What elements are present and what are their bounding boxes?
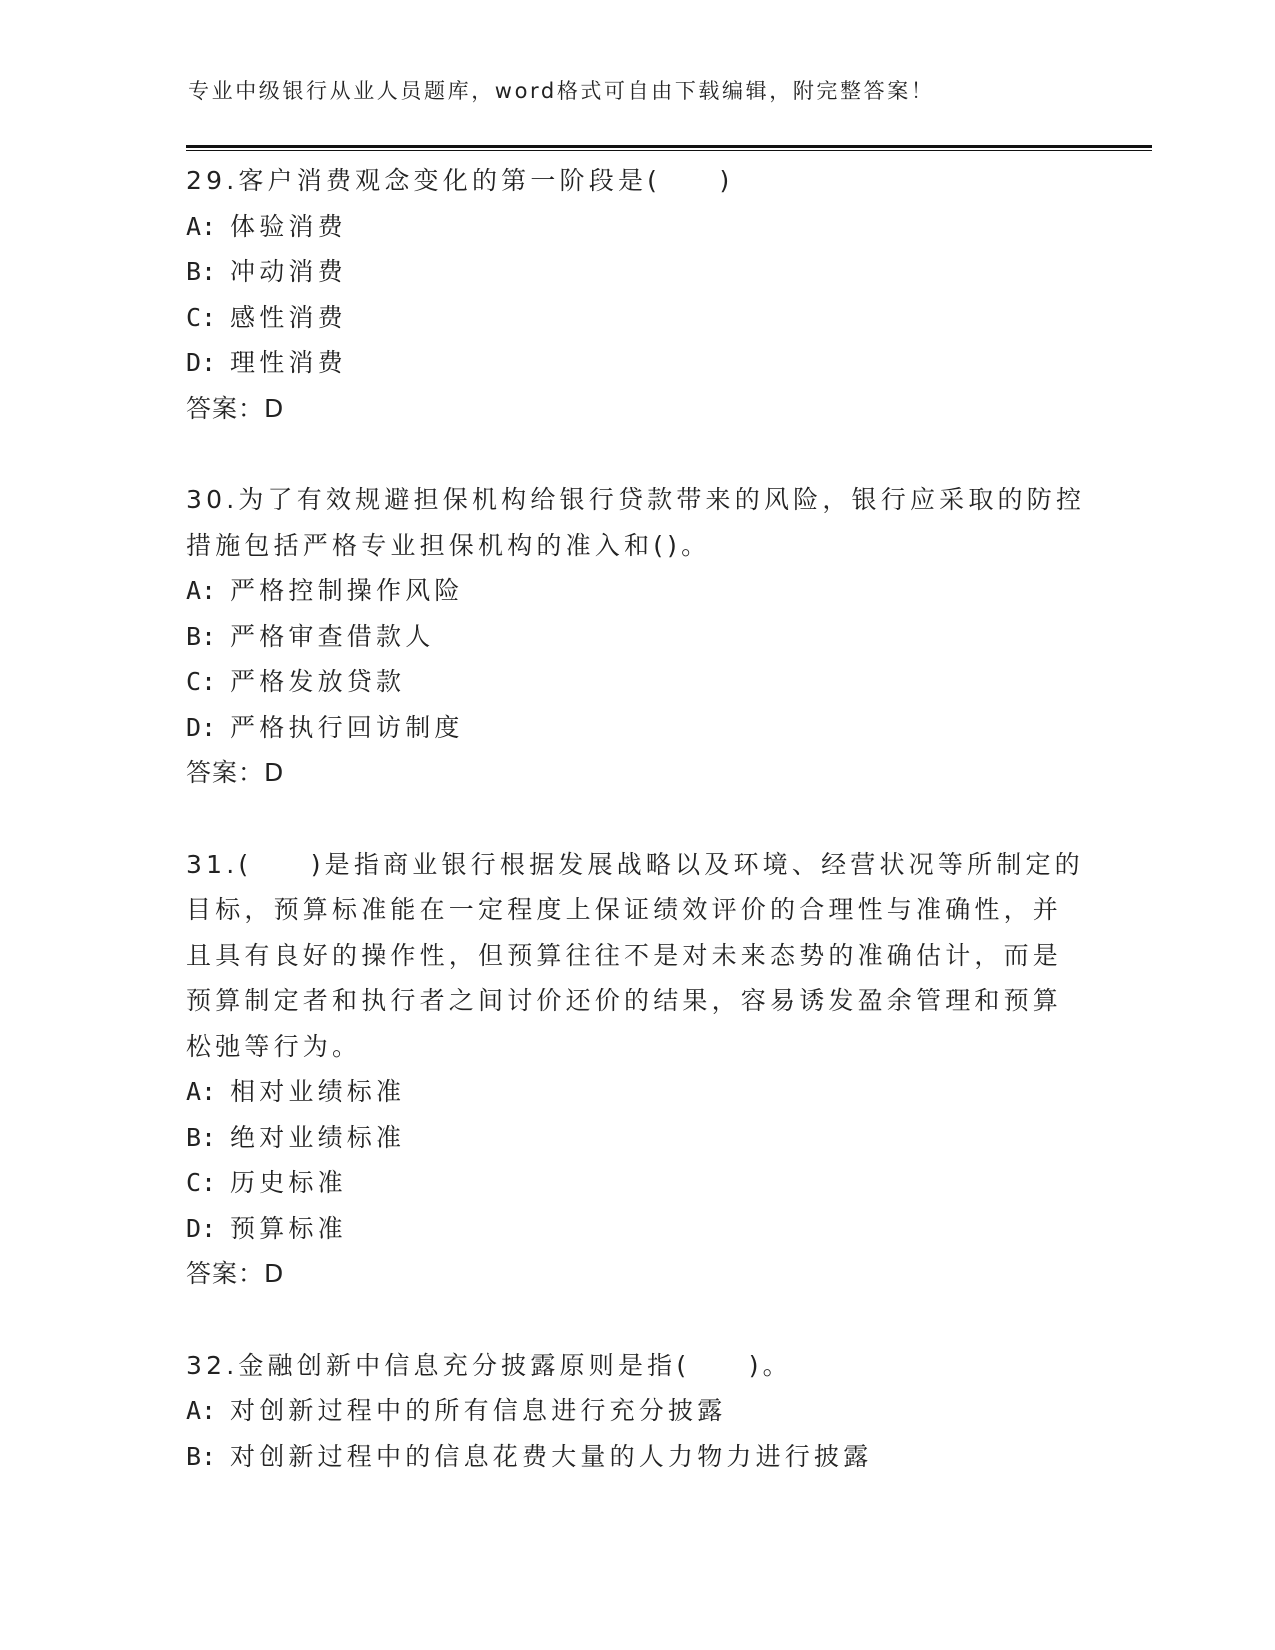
option-letter: B:	[186, 1441, 217, 1471]
option-c	[186, 659, 1086, 705]
option-letter: A:	[186, 1077, 217, 1106]
option-letter: C:	[186, 667, 217, 696]
option-a	[186, 1069, 1086, 1115]
option-b	[186, 614, 1086, 660]
option-a	[186, 1388, 1086, 1434]
option-d	[186, 1206, 1086, 1252]
option-letter: A:	[186, 211, 217, 241]
option-text: 体验消费	[230, 211, 347, 241]
answer-line	[186, 750, 1086, 796]
option-text: 严格审查借款人	[230, 621, 435, 651]
option-letter: D:	[186, 1213, 217, 1243]
header-divider	[186, 145, 1152, 151]
option-text: 对创新过程中的信息花费大量的人力物力进行披露	[230, 1441, 873, 1471]
answer-value: D	[264, 1259, 285, 1288]
option-a	[186, 568, 1086, 614]
option-list	[186, 568, 1086, 750]
option-letter: C:	[186, 1168, 217, 1197]
option-list	[186, 204, 1086, 386]
option-letter: D:	[186, 348, 217, 377]
option-text: 理性消费	[230, 348, 347, 377]
answer-line	[186, 386, 1086, 432]
option-d	[186, 705, 1086, 751]
question-stem: 29.客户消费观念变化的第一阶段是( )	[186, 166, 734, 195]
question-31	[186, 842, 1086, 1297]
option-text: 相对业绩标准	[230, 1077, 406, 1106]
option-list	[186, 1388, 1086, 1479]
answer-value: D	[264, 393, 285, 423]
option-a	[186, 204, 1086, 250]
answer-label: 答案：	[186, 393, 265, 423]
option-text: 感性消费	[230, 302, 347, 332]
option-letter: B:	[186, 257, 217, 286]
question-stem: 30.为了有效规避担保机构给银行贷款带来的风险，银行应采取的防控措施包括严格专业担保机构的准入和()。	[186, 485, 1086, 560]
option-text: 绝对业绩标准	[230, 1122, 406, 1152]
option-b	[186, 1434, 1086, 1480]
question-stem: 31.( )是指商业银行根据发展战略以及环境、经营状况等所制定的目标，预算标准能在一定程度上保证绩效评价的合理性与准确性，并且具有良好的操作性，但预算往往不是对未来态势的准确估计，而是预算制定者和执行者之间讨价还价的结果，容易诱发盈余管理和预算松弛等行为。	[186, 849, 1084, 1061]
answer-label: 答案：	[186, 1259, 265, 1288]
answer-label: 答案：	[186, 758, 265, 787]
option-text: 严格执行回访制度	[230, 712, 464, 742]
option-letter: D:	[186, 712, 217, 742]
answer-line	[186, 1251, 1086, 1297]
question-stem: 32.金融创新中信息充分披露原则是指( )。	[186, 1350, 792, 1380]
option-text: 严格控制操作风险	[230, 576, 464, 605]
option-letter: B:	[186, 1122, 217, 1152]
option-letter: C:	[186, 302, 217, 332]
question-29	[186, 158, 1086, 431]
option-text: 严格发放贷款	[230, 667, 406, 696]
option-text: 历史标准	[230, 1168, 347, 1197]
option-c	[186, 1160, 1086, 1206]
option-text: 预算标准	[230, 1213, 347, 1243]
option-text: 冲动消费	[230, 257, 347, 286]
answer-value: D	[264, 758, 285, 787]
option-b	[186, 249, 1086, 295]
option-text: 对创新过程中的所有信息进行充分披露	[230, 1396, 727, 1425]
option-c	[186, 295, 1086, 341]
option-letter: B:	[186, 621, 217, 651]
option-letter: A:	[186, 576, 217, 605]
question-list	[186, 158, 1086, 1525]
option-list	[186, 1069, 1086, 1251]
question-32	[186, 1343, 1086, 1480]
document-header: 专业中级银行从业人员题库，word格式可自由下载编辑，附完整答案！	[188, 79, 935, 103]
option-letter: A:	[186, 1396, 217, 1425]
option-b	[186, 1115, 1086, 1161]
question-30	[186, 477, 1086, 796]
option-d	[186, 340, 1086, 386]
